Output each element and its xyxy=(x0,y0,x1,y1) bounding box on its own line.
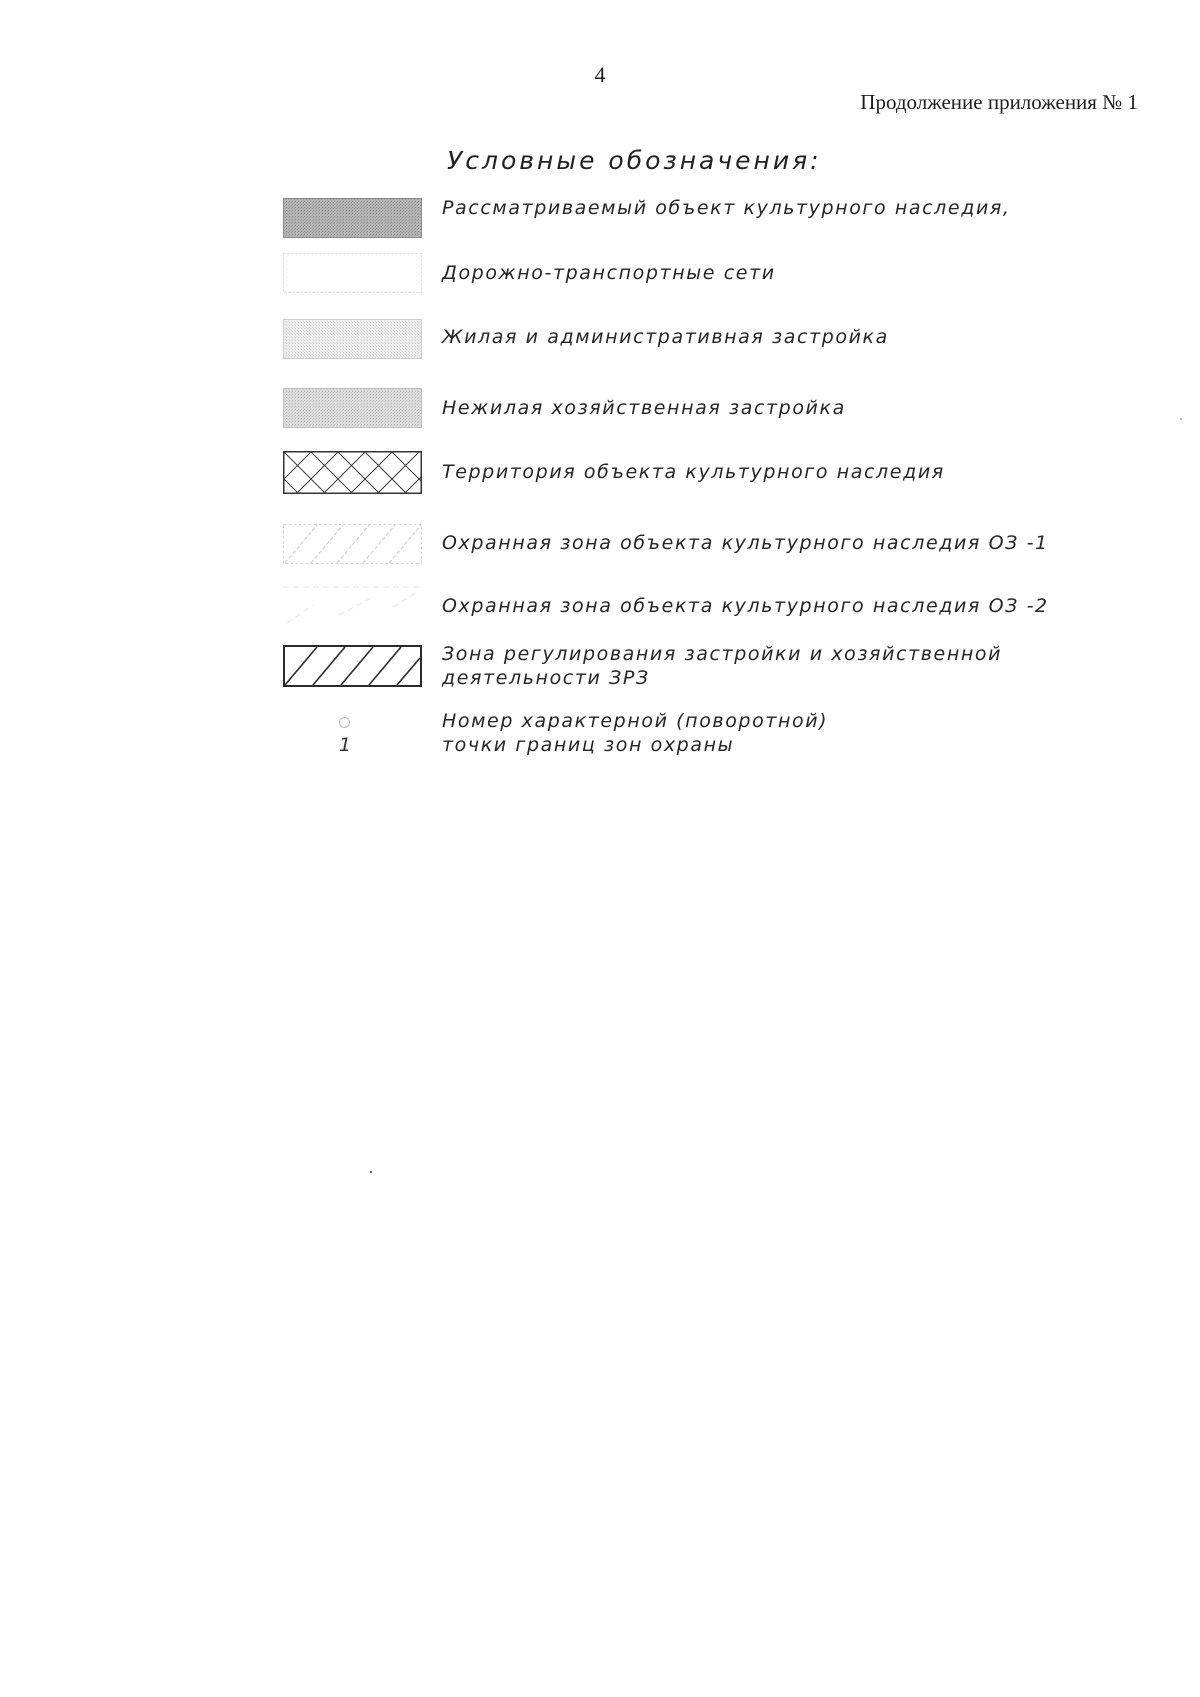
legend-label: Жилая и административная застройка xyxy=(442,326,889,348)
legend-title: Условные обозначения: xyxy=(447,146,822,175)
legend-label: Рассматриваемый объект культурного наследия, xyxy=(442,197,1011,219)
medium-stipple-swatch-icon xyxy=(283,388,422,428)
legend-label: Нежилая хозяйственная застройка xyxy=(442,397,846,419)
point-number-label: 1 xyxy=(339,734,352,756)
very-faint-swatch-icon xyxy=(283,585,422,625)
legend-label: Дорожно-транспортные сети xyxy=(442,262,776,284)
cross-hatch-swatch-icon xyxy=(283,451,422,491)
scan-speck xyxy=(370,1171,372,1173)
point-number-marker xyxy=(339,712,352,756)
scan-speck xyxy=(1180,418,1182,420)
legend-label: Охранная зона объекта культурного наследия ОЗ -1 xyxy=(442,532,1049,554)
dark-fill-swatch-icon xyxy=(283,198,422,238)
light-stipple-swatch-icon xyxy=(283,319,422,359)
appendix-continuation-note: Продолжение приложения № 1 xyxy=(860,90,1138,114)
page-number: 4 xyxy=(594,62,606,87)
legend-label: Номер характерной (поворотной) точки границ зон охраны xyxy=(442,710,829,756)
legend-label: Охранная зона объекта культурного наследия ОЗ -2 xyxy=(442,595,1049,617)
blank-swatch-icon xyxy=(283,253,422,293)
legend-label: Территория объекта культурного наследия xyxy=(442,461,945,483)
bold-diagonal-swatch-icon xyxy=(283,645,422,685)
circle-icon xyxy=(339,717,350,728)
legend-label: Зона регулирования застройки и хозяйственной деятельности ЗРЗ xyxy=(442,643,1003,689)
faint-diagonal-swatch-icon xyxy=(283,524,422,564)
